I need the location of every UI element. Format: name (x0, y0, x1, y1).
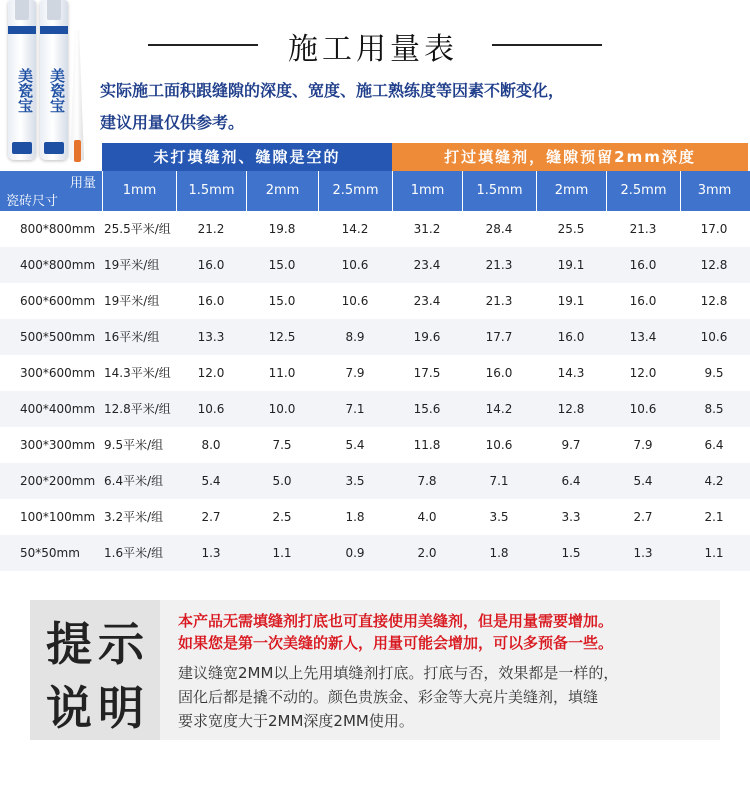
column-header-row (0, 171, 750, 211)
value-cell: 12.8 (700, 258, 728, 272)
column-header: 3mm (680, 171, 748, 211)
table-row (0, 427, 750, 463)
tube-right (40, 0, 68, 160)
coverage-cell: 12.8平米/组 (104, 402, 171, 416)
value-cell: 12.5 (268, 330, 296, 344)
column-header: 1.5mm (462, 171, 536, 211)
brand-mark: 美瓷宝 (48, 67, 66, 113)
tile-size-cell: 800*800mm (20, 222, 96, 236)
value-cell: 16.0 (485, 366, 513, 380)
title-rule-left (148, 44, 258, 46)
value-cell: 8.5 (704, 402, 724, 416)
tile-size-cell: 300*300mm (20, 438, 96, 452)
value-cell: 12.8 (700, 294, 728, 308)
coverage-cell: 9.5平米/组 (104, 438, 164, 452)
value-cell: 1.1 (272, 546, 292, 560)
value-cell: 12.0 (197, 366, 225, 380)
value-cell: 14.2 (485, 402, 513, 416)
coverage-cell: 1.6平米/组 (104, 546, 164, 560)
value-cell: 14.3 (557, 366, 585, 380)
tips-label-box (30, 600, 160, 740)
value-cell: 2.7 (633, 510, 653, 524)
value-cell: 15.6 (413, 402, 441, 416)
value-cell: 1.8 (489, 546, 509, 560)
value-cell: 9.7 (561, 438, 581, 452)
value-cell: 10.6 (629, 402, 657, 416)
corner-label-usage: 用量 (69, 176, 96, 191)
value-cell: 31.2 (413, 222, 441, 236)
tips-char: 示 (98, 617, 144, 671)
value-cell: 17.5 (413, 366, 441, 380)
value-cell: 5.4 (345, 438, 365, 452)
value-cell: 8.0 (201, 438, 221, 452)
value-cell: 23.4 (413, 258, 441, 272)
tip-red-line-2: 如果您是第一次美缝的新人，用量可能会增加，可以多预备一些。 (178, 634, 614, 652)
value-cell: 5.4 (633, 474, 653, 488)
value-cell: 5.0 (272, 474, 292, 488)
value-cell: 19.6 (413, 330, 441, 344)
table-row (0, 535, 750, 571)
value-cell: 14.2 (341, 222, 369, 236)
value-cell: 16.0 (557, 330, 585, 344)
value-cell: 5.4 (201, 474, 221, 488)
value-cell: 23.4 (413, 294, 441, 308)
value-cell: 1.3 (201, 546, 221, 560)
column-header: 2.5mm (318, 171, 392, 211)
brand-mark: 美瓷宝 (16, 67, 34, 113)
value-cell: 21.3 (485, 294, 513, 308)
value-cell: 10.6 (341, 258, 369, 272)
value-cell: 21.3 (629, 222, 657, 236)
tile-size-cell: 500*500mm (20, 330, 96, 344)
value-cell: 6.4 (704, 438, 724, 452)
value-cell: 9.5 (704, 366, 724, 380)
table-row (0, 247, 750, 283)
value-cell: 8.9 (345, 330, 365, 344)
corner-label-tile-size: 瓷砖尺寸 (6, 194, 59, 209)
value-cell: 10.6 (341, 294, 369, 308)
value-cell: 1.5 (561, 546, 581, 560)
tips-panel (30, 600, 720, 740)
value-cell: 2.5 (272, 510, 292, 524)
value-cell: 7.1 (489, 474, 509, 488)
value-cell: 12.8 (557, 402, 585, 416)
value-cell: 1.1 (704, 546, 724, 560)
value-cell: 0.9 (345, 546, 365, 560)
value-cell: 16.0 (629, 258, 657, 272)
coverage-cell: 25.5平米/组 (104, 222, 171, 236)
value-cell: 1.8 (345, 510, 365, 524)
value-cell: 11.0 (268, 366, 296, 380)
value-cell: 19.1 (557, 258, 585, 272)
tile-size-cell: 200*200mm (20, 474, 96, 488)
table-row (0, 391, 750, 427)
coverage-cell: 19平米/组 (104, 258, 160, 272)
table-row (0, 463, 750, 499)
value-cell: 16.0 (197, 258, 225, 272)
tile-size-cell: 400*800mm (20, 258, 96, 272)
column-header: 1.5mm (176, 171, 246, 211)
column-header: 2mm (246, 171, 318, 211)
value-cell: 3.3 (561, 510, 581, 524)
table-row (0, 499, 750, 535)
value-cell: 7.9 (345, 366, 365, 380)
value-cell: 4.2 (704, 474, 724, 488)
product-image (8, 0, 100, 165)
nozzle-tip (74, 140, 81, 162)
value-cell: 13.4 (629, 330, 657, 344)
value-cell: 16.0 (629, 294, 657, 308)
value-cell: 15.0 (268, 294, 296, 308)
tile-size-cell: 100*100mm (20, 510, 96, 524)
value-cell: 4.0 (417, 510, 437, 524)
value-cell: 21.2 (197, 222, 225, 236)
value-cell: 15.0 (268, 258, 296, 272)
value-cell: 2.1 (704, 510, 724, 524)
value-cell: 19.8 (268, 222, 296, 236)
coverage-cell: 16平米/组 (104, 330, 160, 344)
tile-size-cell: 400*400mm (20, 402, 96, 416)
tile-size-cell: 600*600mm (20, 294, 96, 308)
tips-char: 说 (46, 681, 92, 735)
value-cell: 2.7 (201, 510, 221, 524)
value-cell: 10.6 (700, 330, 728, 344)
group-header-empty-gap: 未打填缝剂、缝隙是空的 (102, 143, 392, 171)
value-cell: 21.3 (485, 258, 513, 272)
value-cell: 16.0 (197, 294, 225, 308)
coverage-cell: 14.3平米/组 (104, 366, 171, 380)
value-cell: 13.3 (197, 330, 225, 344)
coverage-cell: 19平米/组 (104, 294, 160, 308)
tip-line-1: 建议缝宽2MM以上先用填缝剂打底。打底与否，效果都是一样的， (178, 664, 619, 682)
note-line-2: 建议用量仅供参考。 (100, 113, 245, 132)
value-cell: 10.6 (485, 438, 513, 452)
tip-line-3: 要求宽度大于2MM深度2MM使用。 (178, 712, 414, 730)
tip-red-line-1: 本产品无需填缝剂打底也可直接使用美缝剂，但是用量需要增加。 (178, 612, 614, 630)
page-title: 施工用量表 (288, 32, 458, 67)
note-line-1: 实际施工面积跟缝隙的深度、宽度、施工熟练度等因素不断变化， (100, 81, 565, 100)
value-cell: 28.4 (485, 222, 513, 236)
tips-char: 明 (98, 681, 144, 735)
coverage-cell: 6.4平米/组 (104, 474, 164, 488)
coverage-cell: 3.2平米/组 (104, 510, 164, 524)
value-cell: 7.5 (272, 438, 292, 452)
value-cell: 7.9 (633, 438, 653, 452)
table-row (0, 283, 750, 319)
column-header: 2mm (536, 171, 606, 211)
column-header: 2.5mm (606, 171, 680, 211)
column-header: 1mm (392, 171, 462, 211)
value-cell: 3.5 (345, 474, 365, 488)
value-cell: 1.3 (633, 546, 653, 560)
group-header-prefilled: 打过填缝剂，缝隙预留2mm深度 (392, 143, 748, 171)
value-cell: 2.0 (417, 546, 437, 560)
value-cell: 12.0 (629, 366, 657, 380)
title-rule-right (492, 44, 602, 46)
tile-size-cell: 50*50mm (20, 546, 80, 560)
value-cell: 11.8 (413, 438, 441, 452)
table-row (0, 319, 750, 355)
value-cell: 7.8 (417, 474, 437, 488)
value-cell: 10.0 (268, 402, 296, 416)
tip-line-2: 固化后都是撬不动的。颜色贵族金、彩金等大亮片美缝剂，填缝 (178, 688, 599, 706)
value-cell: 7.1 (345, 402, 365, 416)
table-row (0, 355, 750, 391)
tube-left (8, 0, 36, 160)
column-header: 1mm (102, 171, 176, 211)
value-cell: 6.4 (561, 474, 581, 488)
value-cell: 3.5 (489, 510, 509, 524)
value-cell: 10.6 (197, 402, 225, 416)
value-cell: 17.0 (700, 222, 728, 236)
header-corner (0, 171, 102, 211)
value-cell: 19.1 (557, 294, 585, 308)
tips-char: 提 (46, 617, 92, 671)
value-cell: 17.7 (485, 330, 513, 344)
value-cell: 25.5 (557, 222, 585, 236)
tile-size-cell: 300*600mm (20, 366, 96, 380)
table-row (0, 211, 750, 247)
